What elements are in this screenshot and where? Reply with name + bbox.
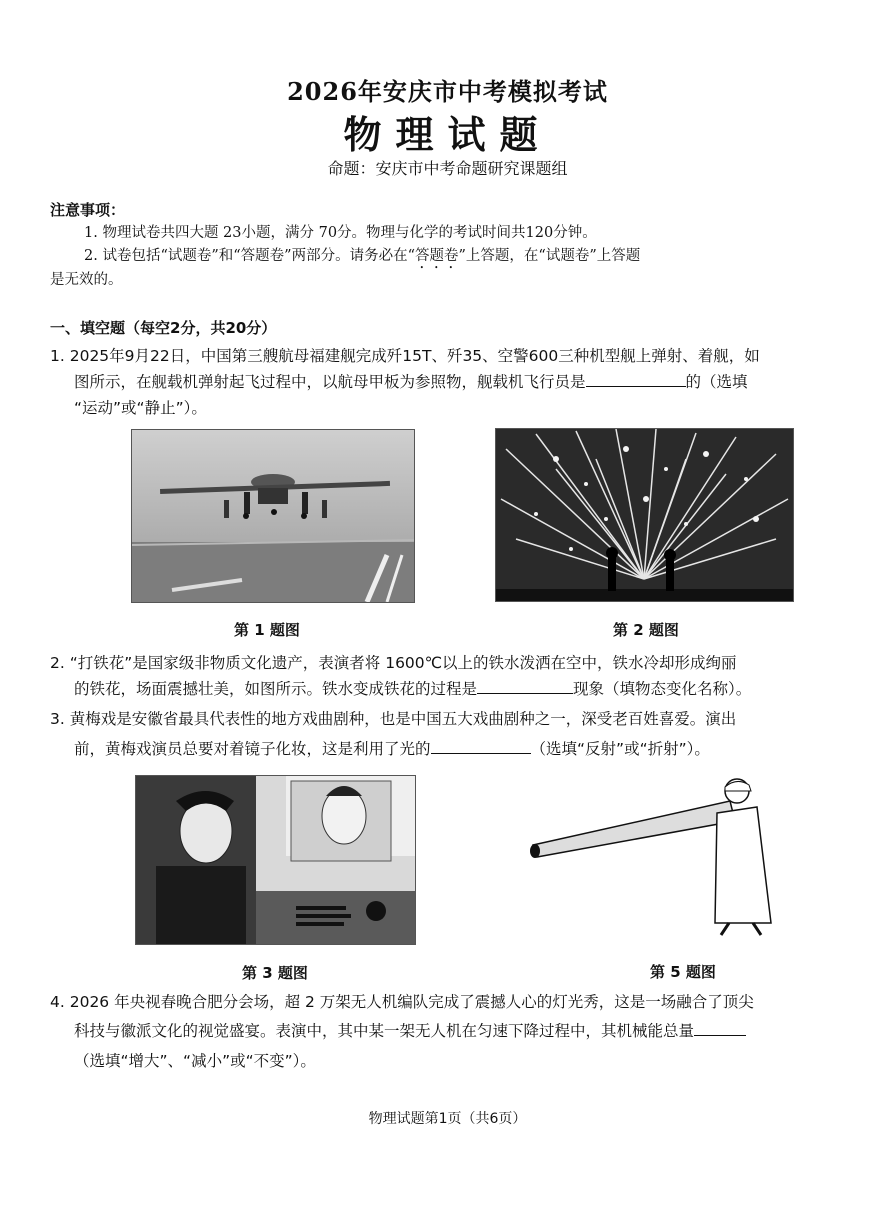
q1-line-3: “运动”或“静止”）。 bbox=[74, 399, 207, 417]
q2-line-2: 的铁花，场面震撼壮美，如图所示。铁水变成铁花的过程是 现象（填物态变化名称）。 bbox=[74, 680, 752, 698]
q2-line-1: 2. “打铁花”是国家级非物质文化遗产，表演者将 1600℃以上的铁水泼洒在空中，铁水冷却形成绚丽 bbox=[50, 654, 737, 672]
figure-2-iron-flowers-image bbox=[495, 428, 794, 602]
q4-line-2: 科技与徽派文化的视觉盛宴。表演中，其中某一架无人机在匀速下降过程中，其机械能总量 bbox=[74, 1019, 746, 1041]
notice-heading: 注意事项： bbox=[50, 201, 126, 219]
q2-answer-blank[interactable] bbox=[477, 679, 573, 694]
figure-1-aircraft-image bbox=[131, 429, 415, 603]
q3-line-1: 3. 黄梅戏是安徽省最具代表性的地方戏曲剧种，也是中国五大戏曲剧种之一，深受老百姓喜爱。演出 bbox=[50, 710, 737, 728]
figure-2-caption: 第 2 题图 bbox=[613, 621, 679, 639]
subject-title: 物理试题 bbox=[343, 112, 552, 157]
author-line: 命题：安庆市中考命题研究课题组 bbox=[327, 159, 568, 178]
q4-answer-blank[interactable] bbox=[694, 1021, 746, 1036]
exam-title: 2026年安庆市中考模拟考试 bbox=[287, 77, 608, 106]
q4-line-3: （选填“增大”、“减小”或“不变”）。 bbox=[74, 1052, 316, 1070]
section-1-heading: 一、填空题（每空2分，共20分） bbox=[50, 319, 277, 337]
notice-item-2-cont: 是无效的。 bbox=[50, 272, 123, 288]
figure-3-caption: 第 3 题图 bbox=[242, 964, 308, 982]
figure-1-caption: 第 1 题图 bbox=[234, 621, 300, 639]
page-footer: 物理试题第1页（共6页） bbox=[368, 1111, 527, 1127]
q1-line-2: 图所示，在舰载机弹射起飞过程中，以航母甲板为参照物，舰载机飞行员是 的（选填 bbox=[74, 373, 748, 391]
q1-line-1: 1. 2025年9月22日，中国第三艘航母福建舰完成歼15T、歼35、空警600三种机型舰上弹射、着舰，如 bbox=[50, 347, 760, 365]
q3-answer-blank[interactable] bbox=[431, 739, 531, 754]
notice-item-1: 1. 物理试卷共四大题 23小题，满分 70分。物理与化学的考试时间共120分钟。 bbox=[84, 225, 597, 241]
notice-item-2: 2. 试卷包括“试题卷”和“答题卷”两部分。请务必在“答题卷”上答题，在“试题卷”上答题 bbox=[84, 248, 641, 264]
figure-5-caption: 第 5 题图 bbox=[650, 963, 716, 981]
emphasis-answer-sheet: 答题卷 bbox=[415, 248, 459, 264]
q1-answer-blank[interactable] bbox=[586, 372, 686, 387]
q4-line-1: 4. 2026 年央视春晚合肥分会场，超 2 万架无人机编队完成了震撼人心的灯光秀，这是一场融合了顶尖 bbox=[50, 993, 754, 1011]
figure-3-opera-makeup-image bbox=[135, 775, 416, 945]
figure-5-telescope-image bbox=[525, 773, 781, 938]
q3-line-2: 前，黄梅戏演员总要对着镜子化妆，这是利用了光的 （选填“反射”或“折射”）。 bbox=[74, 740, 710, 758]
